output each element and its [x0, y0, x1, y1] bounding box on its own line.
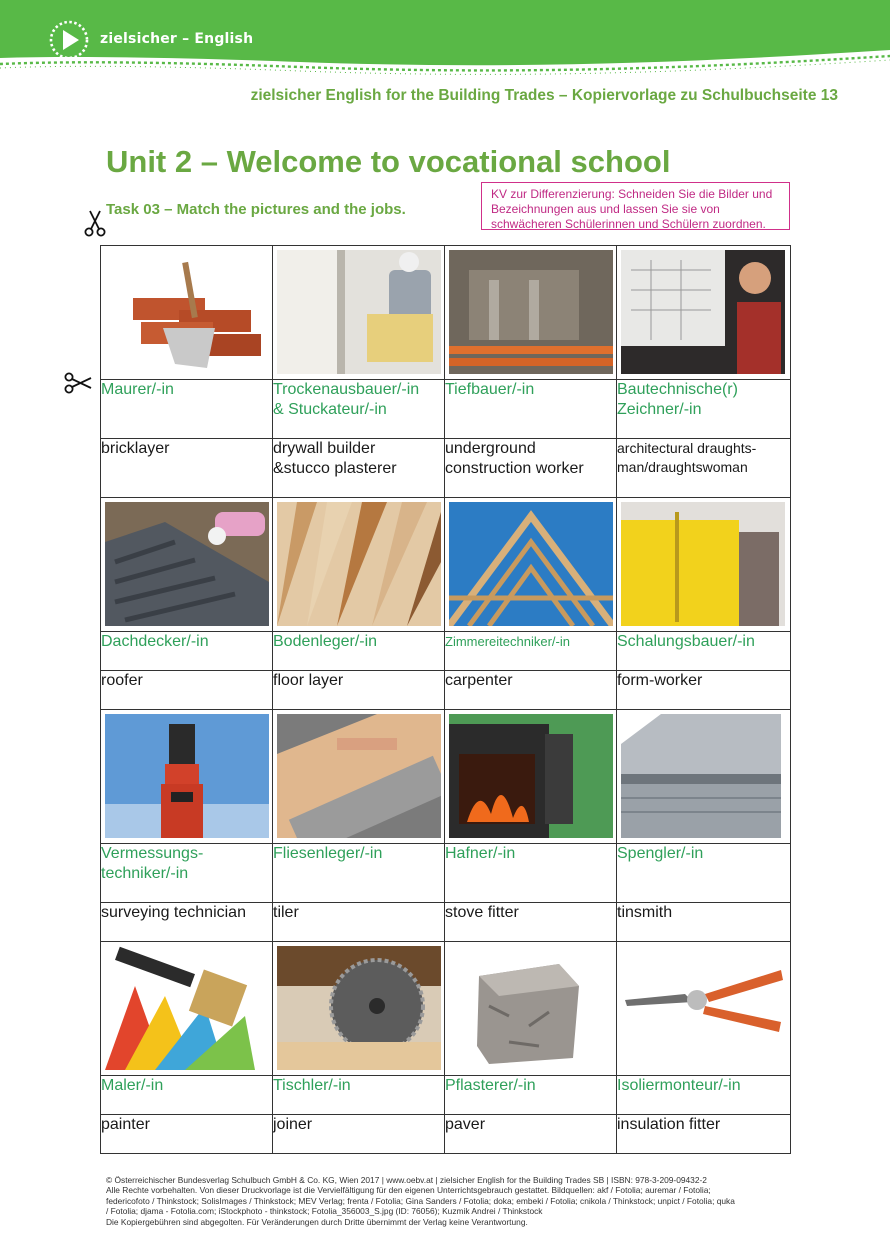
footer-line: Die Kopiergebühren sind abgegolten. Für Veränderungen durch Dritte übernimmt der Verlag keine Verantwortung. — [106, 1216, 528, 1227]
job-term-en — [445, 671, 617, 710]
paint-brush-swatches-photo — [105, 946, 269, 1070]
granite-paving-stone-photo — [449, 946, 613, 1070]
teacher-note-box: KV zur Differenzierung: Schneiden Sie die Bilder und Bezeichnungen aus und lassen Sie sie von schwächeren Schülerinnen und Schülern zuordnen. — [481, 182, 790, 230]
job-term-line: roofer — [101, 672, 143, 689]
job-term-en — [273, 1115, 445, 1154]
job-term-de — [101, 632, 273, 671]
job-image-cell — [445, 942, 617, 1076]
job-term-line: Tiefbauer/-in — [445, 381, 535, 398]
woman-drafting-screen-photo — [621, 250, 785, 374]
job-term-line: Bodenleger/-in — [273, 633, 378, 650]
job-term-line: joiner — [273, 1116, 313, 1133]
job-term-en — [101, 903, 273, 942]
job-term-line: &stucco plasterer — [273, 460, 397, 477]
job-term-line: carpenter — [445, 672, 513, 689]
job-term-de — [273, 844, 445, 903]
job-term-en — [445, 903, 617, 942]
tin-snips-photo — [621, 946, 785, 1070]
job-term-line: drywall builder — [273, 440, 376, 457]
job-term-line: Trockenausbauer/-in — [273, 381, 420, 398]
job-term-de — [445, 844, 617, 903]
yellow-formwork-panels-photo — [621, 502, 785, 626]
job-image-cell — [617, 942, 791, 1076]
job-term-line: Schalungsbauer/-in — [617, 633, 755, 650]
job-term-line: painter — [101, 1116, 150, 1133]
page-subtitle: zielsicher English for the Building Trades – Kopiervorlage zu Schulbuchseite 13 — [250, 87, 838, 104]
job-image-cell — [445, 498, 617, 632]
job-term-en — [101, 439, 273, 498]
job-image-cell — [273, 498, 445, 632]
job-term-line: Hafner/-in — [445, 845, 516, 862]
job-image-cell — [445, 710, 617, 844]
job-image-cell — [617, 710, 791, 844]
job-term-en — [101, 671, 273, 710]
job-term-line: surveying technician — [101, 904, 246, 921]
job-term-line: Pflasterer/-in — [445, 1077, 536, 1094]
job-term-de — [617, 380, 791, 439]
job-term-line: underground — [445, 440, 536, 457]
job-image-cell — [101, 710, 273, 844]
metal-sheets-photo — [621, 714, 785, 838]
footer-line: © Österreichischer Bundesverlag Schulbuch GmbH & Co. KG, Wien 2017 | www.oebv.at | zielsicher English for the Building Trades SB | ISBN: 978-3-209-09432-2 — [106, 1175, 707, 1185]
job-term-de — [445, 1076, 617, 1115]
unit-title: Unit 2 – Welcome to vocational school — [106, 144, 671, 179]
job-term-line: tinsmith — [617, 904, 673, 921]
job-term-line: insulation fitter — [617, 1116, 721, 1133]
job-term-line: Vermessungs- — [101, 845, 204, 862]
timber-roof-frame-photo — [449, 502, 613, 626]
job-image-cell — [101, 246, 273, 380]
scissors-icon — [64, 372, 92, 394]
job-term-line: & Stuckateur/-in — [273, 401, 387, 418]
job-image-cell — [273, 942, 445, 1076]
job-term-line: Tischler/-in — [273, 1077, 351, 1094]
job-term-de — [273, 380, 445, 439]
job-term-en — [101, 1115, 273, 1154]
tile-adhesive-trowel-photo — [277, 714, 441, 838]
job-term-en — [617, 439, 791, 498]
job-term-de — [101, 1076, 273, 1115]
job-term-line: construction worker — [445, 460, 584, 477]
job-term-line: Maurer/-in — [101, 381, 174, 398]
job-term-line: floor layer — [273, 672, 344, 689]
surveying-instrument-photo — [105, 714, 269, 838]
roof-tiles-photo — [105, 502, 269, 626]
job-term-de — [273, 1076, 445, 1115]
job-term-line: form-worker — [617, 672, 703, 689]
job-term-line: Fliesenleger/-in — [273, 845, 383, 862]
job-image-cell — [101, 942, 273, 1076]
job-term-line: man/draughtswoman — [617, 459, 748, 475]
job-term-de — [101, 844, 273, 903]
job-term-line: stove fitter — [445, 904, 519, 921]
job-term-line: Zeichner/-in — [617, 401, 702, 418]
task-title: Task 03 – Match the pictures and the jobs. — [106, 201, 406, 218]
job-term-en — [445, 1115, 617, 1154]
job-image-cell — [273, 710, 445, 844]
footer-line: federicofoto / Thinkstock; SolisImages / Thinkstock; MEV Verlag; frenta / Fotolia; Gina Sanders / Fotolia; doka; embeki / Fotolia; cnikola / Thinkstock; unpict / Fotolia; quka — [106, 1195, 735, 1206]
job-term-de — [445, 380, 617, 439]
job-image-cell — [617, 246, 791, 380]
job-term-line: Dachdecker/-in — [101, 633, 209, 650]
job-image-cell — [445, 246, 617, 380]
job-term-line: techniker/-in — [101, 865, 189, 882]
job-term-line: Zimmereitechniker/-in — [445, 634, 570, 649]
job-term-de — [617, 632, 791, 671]
job-image-cell — [101, 498, 273, 632]
job-term-en — [273, 903, 445, 942]
job-term-de — [445, 632, 617, 671]
trench-pipes-photo — [449, 250, 613, 374]
brand-name: zielsicher – English — [100, 31, 254, 47]
circular-saw-blade-photo — [277, 946, 441, 1070]
scissors-icon — [84, 210, 106, 238]
job-term-en — [273, 439, 445, 498]
job-image-cell — [273, 246, 445, 380]
job-term-line: Spengler/-in — [617, 845, 704, 862]
tiled-stove-fire-photo — [449, 714, 613, 838]
job-term-de — [273, 632, 445, 671]
job-term-de — [617, 1076, 791, 1115]
drywall-insulation-photo — [277, 250, 441, 374]
job-term-de — [101, 380, 273, 439]
job-term-line: architectural draughts- — [617, 440, 757, 456]
job-term-en — [445, 439, 617, 498]
job-term-line: Bautechnische(r) — [617, 381, 738, 398]
job-term-de — [617, 844, 791, 903]
job-term-line: tiler — [273, 904, 299, 921]
job-term-en — [617, 1115, 791, 1154]
play-icon — [48, 19, 90, 61]
job-term-en — [273, 671, 445, 710]
footer-line: Alle Rechte vorbehalten. Von dieser Druckvorlage ist die Vervielfältigung für den eigenen Unterrichtsgebrauch gestattet. Bildquellen: akf / Fotolia; auremar / Fotolia; — [106, 1185, 711, 1196]
job-term-en — [617, 671, 791, 710]
job-term-line: paver — [445, 1116, 486, 1133]
copyright-footer — [106, 1175, 796, 1227]
job-term-line: Isoliermonteur/-in — [617, 1077, 741, 1094]
bricks-trowel-photo — [105, 250, 269, 374]
job-term-en — [617, 903, 791, 942]
wood-floor-samples-photo — [277, 502, 441, 626]
job-term-line: bricklayer — [101, 440, 170, 457]
jobs-table — [100, 245, 791, 1154]
job-image-cell — [617, 498, 791, 632]
job-term-line: Maler/-in — [101, 1077, 164, 1094]
footer-line: / Fotolia; djama - Fotolia.com; iStockphoto - thinkstock; Fotolia_356003_S.jpg (ID: 76056); Kuzmik Andrei / Thinkstock — [106, 1206, 543, 1217]
